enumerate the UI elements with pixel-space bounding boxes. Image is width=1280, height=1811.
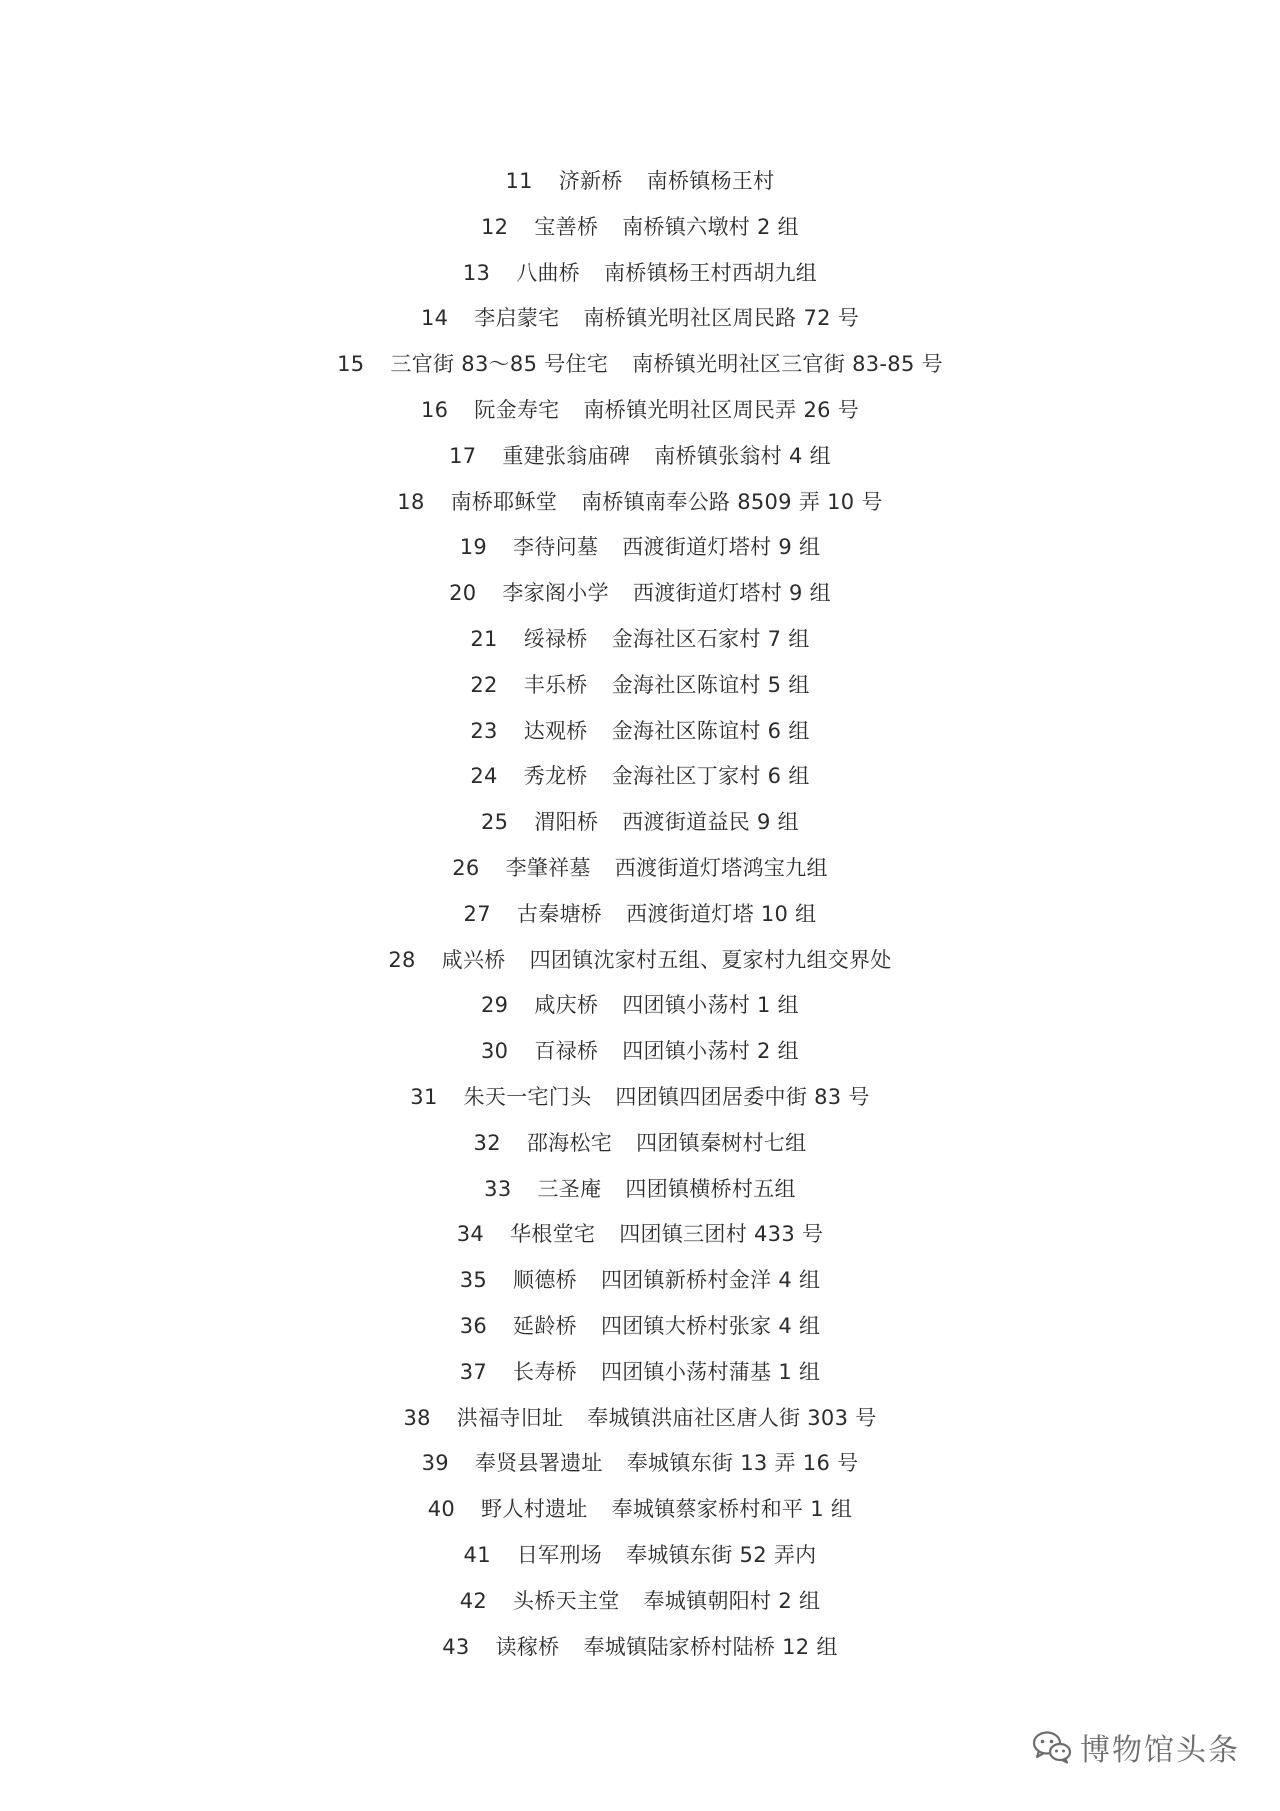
entry-name: 读稼桥 bbox=[495, 1634, 560, 1659]
entry-location: 西渡街道灯塔村 9 组 bbox=[622, 535, 821, 560]
list-item bbox=[0, 574, 1280, 620]
entry-number: 31 bbox=[410, 1084, 438, 1109]
entry-location: 金海社区石家村 7 组 bbox=[611, 626, 810, 651]
entry-location: 四团镇横桥村五组 bbox=[625, 1176, 796, 1201]
entry-number: 15 bbox=[337, 352, 365, 377]
entry-number: 19 bbox=[459, 535, 488, 560]
entry-name: 三圣庵 bbox=[537, 1176, 602, 1201]
entry-location: 四团镇小荡村蒲基 1 组 bbox=[600, 1359, 821, 1384]
entry-number: 43 bbox=[442, 1634, 470, 1659]
entry-number: 16 bbox=[420, 397, 449, 422]
entry-location: 四团镇小荡村 1 组 bbox=[622, 993, 799, 1018]
entry-name: 咸兴桥 bbox=[441, 947, 506, 972]
list-item bbox=[0, 1307, 1280, 1353]
entry-location: 南桥镇六墩村 2 组 bbox=[622, 214, 799, 239]
list-item bbox=[0, 1490, 1280, 1536]
entry-number: 34 bbox=[456, 1222, 485, 1247]
list-item bbox=[0, 1124, 1280, 1170]
entry-number: 12 bbox=[481, 214, 509, 239]
entry-number: 33 bbox=[484, 1176, 512, 1201]
entry-name: 百禄桥 bbox=[534, 1039, 599, 1064]
entry-location: 奉城镇东街 13 弄 16 号 bbox=[626, 1451, 859, 1476]
entry-number: 40 bbox=[427, 1497, 456, 1522]
list-item bbox=[0, 162, 1280, 208]
entry-name: 头桥天主堂 bbox=[513, 1588, 620, 1613]
entry-location: 奉城镇东街 52 弄内 bbox=[626, 1542, 817, 1567]
entry-number: 41 bbox=[463, 1542, 491, 1567]
entry-number: 37 bbox=[459, 1359, 488, 1384]
list-item bbox=[0, 803, 1280, 849]
entry-number: 11 bbox=[505, 169, 533, 193]
list-item bbox=[0, 208, 1280, 254]
entry-location: 金海社区陈谊村 5 组 bbox=[611, 672, 810, 697]
entry-name: 渭阳桥 bbox=[534, 810, 599, 835]
entry-location: 四团镇新桥村金洋 4 组 bbox=[600, 1268, 821, 1293]
entry-number: 23 bbox=[470, 718, 498, 743]
entry-name: 重建张翁庙碑 bbox=[502, 443, 631, 468]
list-item bbox=[0, 757, 1280, 803]
entry-location: 奉城镇蔡家桥村和平 1 组 bbox=[611, 1497, 853, 1522]
entry-name: 邵海松宅 bbox=[526, 1130, 613, 1155]
entry-name: 李启蒙宅 bbox=[474, 306, 560, 331]
entry-name: 李家阁小学 bbox=[502, 581, 609, 606]
entry-name: 秀龙桥 bbox=[523, 764, 588, 789]
list-item bbox=[0, 849, 1280, 895]
entry-number: 29 bbox=[481, 993, 509, 1018]
entry-name: 日军刑场 bbox=[516, 1542, 603, 1567]
entry-number: 38 bbox=[403, 1405, 431, 1430]
entry-name: 宝善桥 bbox=[534, 214, 599, 239]
entry-number: 30 bbox=[481, 1039, 509, 1064]
entry-location: 四团镇三团村 433 号 bbox=[619, 1222, 824, 1247]
list-item bbox=[0, 299, 1280, 345]
entry-name: 延龄桥 bbox=[513, 1313, 577, 1338]
entry-location: 四团镇小荡村 2 组 bbox=[622, 1039, 799, 1064]
entry-location: 西渡街道益民 9 组 bbox=[622, 810, 799, 835]
list-item bbox=[0, 391, 1280, 437]
list-item bbox=[0, 986, 1280, 1032]
entry-number: 28 bbox=[388, 947, 416, 972]
watermark bbox=[1032, 1725, 1240, 1769]
list-item bbox=[0, 1215, 1280, 1261]
entry-location: 四团镇沈家村五组、夏家村九组交界处 bbox=[529, 947, 892, 972]
entry-location: 南桥镇张翁村 4 组 bbox=[654, 443, 831, 468]
entry-name: 济新桥 bbox=[558, 169, 623, 193]
entry-number: 26 bbox=[452, 855, 480, 880]
list-item bbox=[0, 895, 1280, 941]
entry-location: 南桥镇光明社区周民路 72 号 bbox=[583, 306, 860, 331]
list-item bbox=[0, 1353, 1280, 1399]
entry-location: 四团镇四团居委中街 83 号 bbox=[615, 1084, 870, 1109]
list-item bbox=[0, 1582, 1280, 1628]
entry-location: 南桥镇南奉公路 8509 弄 10 号 bbox=[581, 489, 883, 514]
heritage-list bbox=[0, 162, 1280, 1673]
entry-number: 25 bbox=[481, 810, 509, 835]
entry-location: 奉城镇洪庙社区唐人街 303 号 bbox=[587, 1405, 877, 1430]
entry-location: 西渡街道灯塔 10 组 bbox=[626, 901, 817, 926]
entry-number: 24 bbox=[470, 764, 498, 789]
list-item bbox=[0, 483, 1280, 529]
entry-number: 35 bbox=[459, 1268, 488, 1293]
entry-number: 20 bbox=[449, 581, 477, 606]
entry-location: 南桥镇杨王村 bbox=[646, 169, 775, 193]
entry-number: 14 bbox=[420, 306, 449, 331]
watermark-text: 博物馆头条 bbox=[1080, 1733, 1240, 1768]
entry-number: 42 bbox=[459, 1588, 488, 1613]
entry-location: 奉城镇陆家桥村陆桥 12 组 bbox=[583, 1634, 838, 1659]
entry-name: 华根堂宅 bbox=[510, 1222, 596, 1247]
entry-number: 27 bbox=[463, 901, 491, 926]
entry-name: 奉贤县署遗址 bbox=[474, 1451, 603, 1476]
entry-name: 古秦塘桥 bbox=[516, 901, 603, 926]
list-item bbox=[0, 620, 1280, 666]
list-item bbox=[0, 941, 1280, 987]
list-item bbox=[0, 254, 1280, 300]
entry-name: 达观桥 bbox=[523, 718, 588, 743]
list-item bbox=[0, 1399, 1280, 1445]
entry-location: 金海社区陈谊村 6 组 bbox=[611, 718, 810, 743]
entry-name: 绥禄桥 bbox=[523, 626, 588, 651]
entry-number: 22 bbox=[470, 672, 498, 697]
entry-name: 洪福寺旧址 bbox=[456, 1405, 564, 1430]
entry-number: 18 bbox=[397, 489, 425, 514]
entry-name: 阮金寿宅 bbox=[474, 397, 560, 422]
entry-location: 奉城镇朝阳村 2 组 bbox=[643, 1588, 821, 1613]
list-item bbox=[0, 1170, 1280, 1216]
entry-name: 八曲桥 bbox=[516, 260, 581, 285]
list-item bbox=[0, 1032, 1280, 1078]
entry-number: 36 bbox=[459, 1313, 488, 1338]
list-item bbox=[0, 712, 1280, 758]
list-item bbox=[0, 1536, 1280, 1582]
entry-name: 李肇祥墓 bbox=[505, 855, 591, 880]
entry-location: 南桥镇杨王村西胡九组 bbox=[604, 260, 818, 285]
list-item bbox=[0, 528, 1280, 574]
entry-location: 南桥镇光明社区周民弄 26 号 bbox=[583, 397, 860, 422]
entry-location: 四团镇大桥村张家 4 组 bbox=[600, 1313, 821, 1338]
entry-number: 32 bbox=[473, 1130, 501, 1155]
entry-number: 39 bbox=[421, 1451, 449, 1476]
entry-number: 21 bbox=[470, 626, 498, 651]
entry-number: 13 bbox=[462, 260, 491, 285]
entry-location: 西渡街道灯塔村 9 组 bbox=[632, 581, 831, 606]
entry-name: 丰乐桥 bbox=[523, 672, 588, 697]
entry-name: 野人村遗址 bbox=[481, 1497, 588, 1522]
list-item bbox=[0, 1078, 1280, 1124]
entry-name: 三官街 83～85 号住宅 bbox=[390, 352, 609, 377]
list-item bbox=[0, 666, 1280, 712]
entry-name: 长寿桥 bbox=[513, 1359, 577, 1384]
entry-name: 顺德桥 bbox=[513, 1268, 577, 1293]
list-item bbox=[0, 1444, 1280, 1490]
entry-location: 金海社区丁家村 6 组 bbox=[611, 764, 810, 789]
list-item bbox=[0, 1261, 1280, 1307]
entry-number: 17 bbox=[449, 443, 477, 468]
wechat-icon bbox=[1032, 1730, 1072, 1764]
entry-name: 朱天一宅门头 bbox=[463, 1084, 592, 1109]
list-item bbox=[0, 345, 1280, 391]
list-item bbox=[0, 1628, 1280, 1674]
list-item bbox=[0, 437, 1280, 483]
entry-name: 李待问墓 bbox=[513, 535, 599, 560]
entry-name: 咸庆桥 bbox=[534, 993, 599, 1018]
entry-location: 南桥镇光明社区三官街 83-85 号 bbox=[632, 352, 943, 377]
entry-name: 南桥耶稣堂 bbox=[450, 489, 558, 514]
entry-location: 四团镇秦树村七组 bbox=[636, 1130, 807, 1155]
entry-location: 西渡街道灯塔鸿宝九组 bbox=[614, 855, 828, 880]
